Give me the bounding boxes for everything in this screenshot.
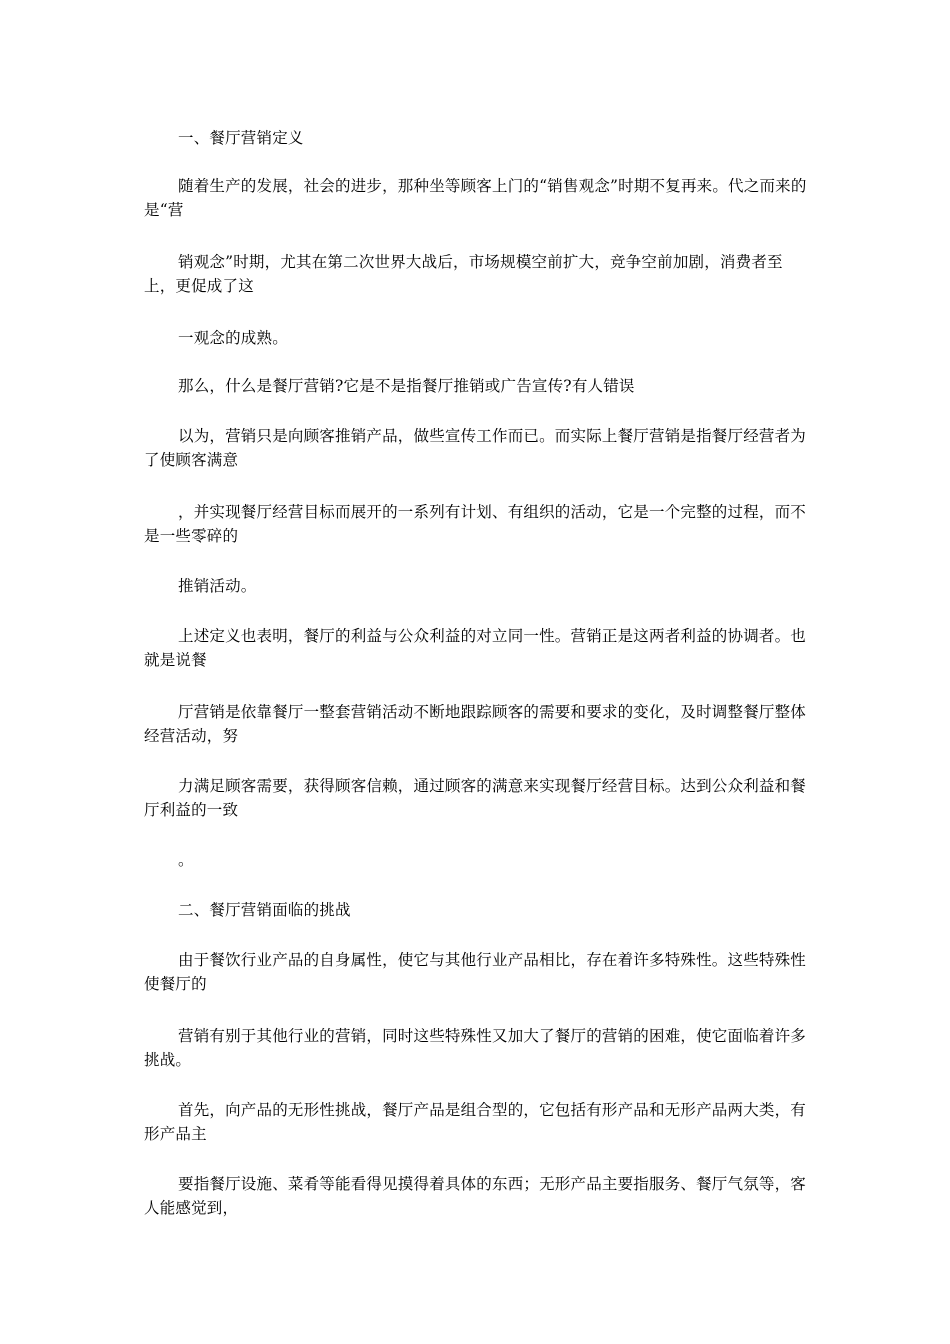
- section-heading-2: 二、餐厅营销面临的挑战: [178, 901, 351, 919]
- paragraph: 随着生产的发展，社会的进步，那种坐等顾客上门的“销售观念”时期不复再来。代之而来的是“营: [144, 177, 807, 219]
- paragraph: 销观念”时期，尤其在第二次世界大战后，市场规模空前扩大，竞争空前加剧，消费者至上，更促成了这: [144, 253, 783, 295]
- paragraph: ，并实现餐厅经营目标而展开的一系列有计划、有组织的活动，它是一个完整的过程，而不是一些零碎的: [144, 503, 807, 545]
- paragraph: 一观念的成熟。: [178, 329, 288, 347]
- section-heading-1: 一、餐厅营销定义: [178, 129, 304, 147]
- paragraph: 那么，什么是餐厅营销?它是不是指餐厅推销或广告宣传?有人错误: [178, 377, 635, 395]
- paragraph: 上述定义也表明，餐厅的利益与公众利益的对立同一性。营销正是这两者利益的协调者。也就是说餐: [144, 627, 807, 669]
- paragraph: 。: [178, 851, 194, 869]
- paragraph: 力满足顾客需要，获得顾客信赖，通过顾客的满意来实现餐厅经营目标。达到公众利益和餐厅利益的一致: [144, 777, 807, 819]
- paragraph: 首先，向产品的无形性挑战，餐厅产品是组合型的，它包括有形产品和无形产品两大类，有形产品主: [144, 1101, 807, 1143]
- paragraph: 以为，营销只是向顾客推销产品，做些宣传工作而已。而实际上餐厅营销是指餐厅经营者为了使顾客满意: [144, 427, 807, 469]
- paragraph: 营销有别于其他行业的营销，同时这些特殊性又加大了餐厅的营销的困难，使它面临着许多挑战。: [144, 1027, 807, 1069]
- paragraph: 推销活动。: [178, 577, 257, 595]
- paragraph: 由于餐饮行业产品的自身属性，使它与其他行业产品相比，存在着许多特殊性。这些特殊性使餐厅的: [144, 951, 807, 993]
- paragraph: 要指餐厅设施、菜肴等能看得见摸得着具体的东西；无形产品主要指服务、餐厅气氛等，客人能感觉到，: [144, 1175, 807, 1217]
- paragraph: 厅营销是依靠餐厅一整套营销活动不断地跟踪顾客的需要和要求的变化，及时调整餐厅整体经营活动，努: [144, 703, 807, 745]
